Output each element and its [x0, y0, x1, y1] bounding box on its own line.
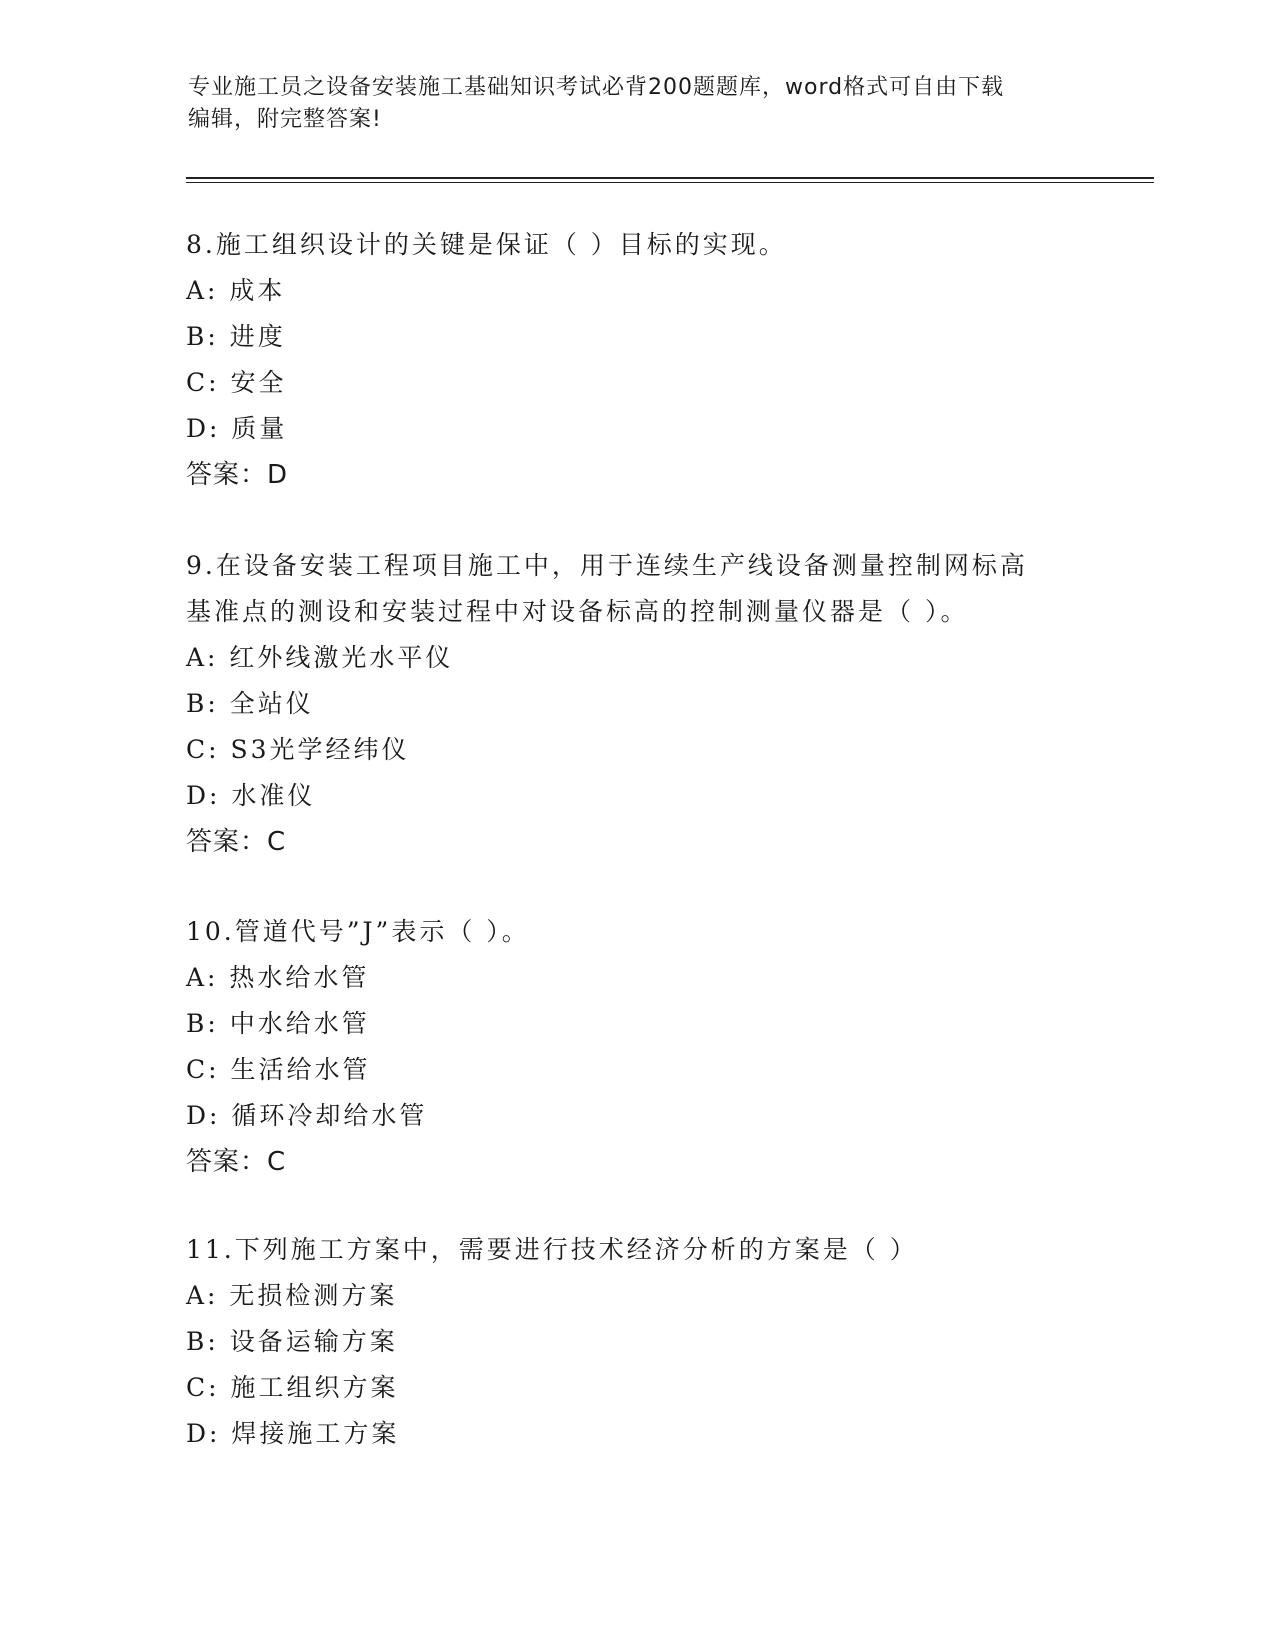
- option-d: D: 质量: [186, 414, 288, 443]
- header-divider: [186, 177, 1154, 183]
- question-text: 10.管道代号”J”表示（ ）。: [186, 917, 530, 946]
- option-d: D: 循环冷却给水管: [186, 1101, 428, 1130]
- document-header: [188, 72, 1088, 136]
- option-b: B: 进度: [186, 322, 286, 351]
- option-a: A: 无损检测方案: [186, 1281, 398, 1310]
- header-line-1: 专业施工员之设备安装施工基础知识考试必背200题题库，word格式可自由下载: [188, 75, 1005, 100]
- option-d: D: 水准仪: [186, 781, 316, 810]
- question-11: [186, 1227, 1086, 1457]
- option-b: B: 设备运输方案: [186, 1327, 398, 1356]
- option-b: B: 中水给水管: [186, 1009, 370, 1038]
- answer: 答案：C: [186, 827, 287, 857]
- question-text-line-2: 基准点的测设和安装过程中对设备标高的控制测量仪器是（ ）。: [186, 597, 969, 626]
- option-b: B: 全站仪: [186, 689, 314, 718]
- option-a: A: 热水给水管: [186, 963, 370, 992]
- option-c: C: 生活给水管: [186, 1055, 371, 1084]
- option-c: C: 安全: [186, 368, 287, 397]
- option-c: C: 施工组织方案: [186, 1373, 399, 1402]
- header-line-2: 编辑，附完整答案!: [188, 107, 382, 132]
- question-10: [186, 909, 1086, 1185]
- question-text: 11.下列施工方案中，需要进行技术经济分析的方案是（ ）: [186, 1235, 918, 1264]
- question-text: 8.施工组织设计的关键是保证（ ）目标的实现。: [186, 230, 787, 259]
- question-9: [186, 543, 1086, 865]
- question-text-line-1: 9.在设备安装工程项目施工中，用于连续生产线设备测量控制网标高: [186, 551, 1028, 580]
- answer: 答案：D: [186, 460, 289, 490]
- option-c: C: S3光学经纬仪: [186, 735, 410, 764]
- option-a: A: 红外线激光水平仪: [186, 643, 454, 672]
- option-a: A: 成本: [186, 276, 286, 305]
- option-d: D: 焊接施工方案: [186, 1419, 400, 1448]
- question-8: [186, 222, 1086, 498]
- answer: 答案：C: [186, 1147, 287, 1177]
